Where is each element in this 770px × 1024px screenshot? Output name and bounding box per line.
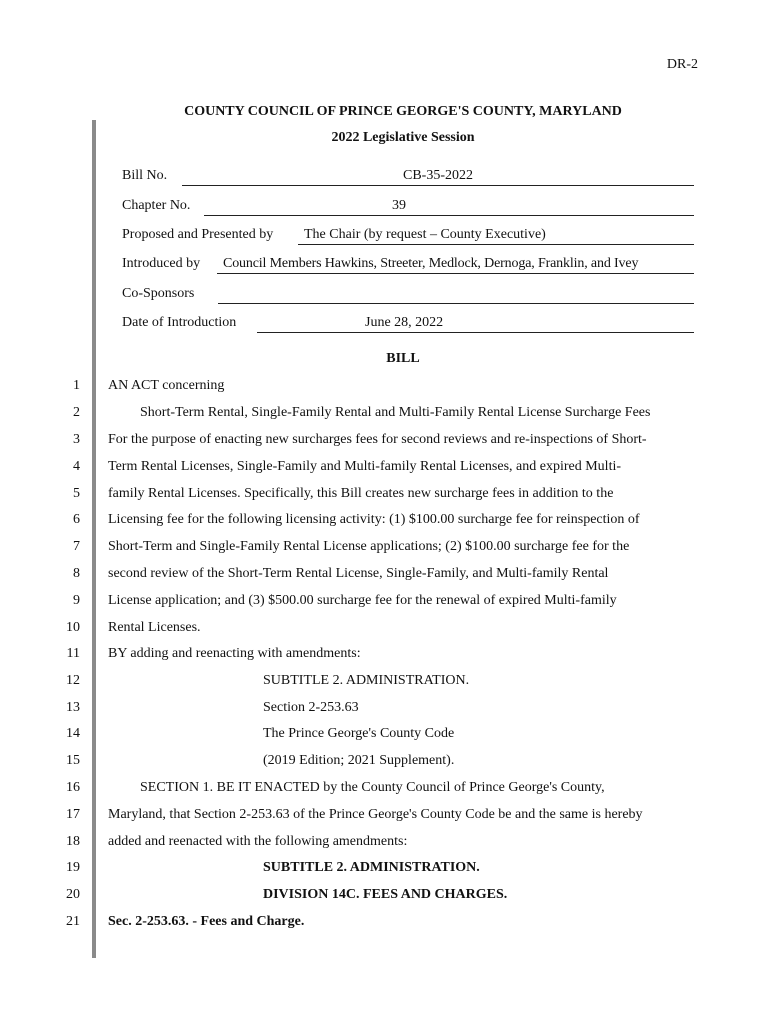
line-number: 5 [73, 486, 80, 501]
line-number: 15 [66, 753, 80, 768]
session-title: 2022 Legislative Session [331, 130, 475, 145]
line-number: 7 [73, 539, 80, 554]
line-number: 20 [66, 887, 80, 902]
line-number: 14 [66, 726, 80, 741]
line-number: 12 [66, 673, 80, 688]
cosponsors-label: Co-Sponsors [122, 286, 195, 301]
line-number: 18 [66, 834, 80, 849]
line-text: Term Rental Licenses, Single-Family and Multi-family Rental Licenses, and expired Multi- [108, 459, 622, 474]
line-text: License application; and (3) $500.00 surcharge fee for the renewal of expired Multi-family [108, 593, 617, 608]
line-number: 8 [73, 566, 80, 581]
bill-heading: BILL [386, 351, 420, 366]
line-text: The Prince George's County Code [263, 726, 455, 741]
line-text: family Rental Licenses. Specifically, this Bill creates new surcharge fees in addition to the [108, 486, 614, 501]
line-number: 3 [73, 432, 80, 447]
line-text: SUBTITLE 2. ADMINISTRATION. [263, 860, 480, 875]
line-number: 17 [66, 807, 80, 822]
bill-no-line [182, 168, 694, 186]
chapter-no-label: Chapter No. [122, 198, 191, 213]
line-text: Short-Term Rental, Single-Family Rental and Multi-Family Rental License Surcharge Fees [140, 405, 651, 420]
document-id: DR-2 [666, 57, 698, 72]
line-text: (2019 Edition; 2021 Supplement). [263, 753, 455, 768]
line-text: DIVISION 14C. FEES AND CHARGES. [263, 887, 508, 902]
line-number: 4 [73, 459, 80, 474]
proposed-label: Proposed and Presented by [122, 227, 274, 242]
line-text: Sec. 2-253.63. - Fees and Charge. [108, 914, 305, 929]
chapter-no-value: 39 [392, 198, 406, 213]
introduced-value: Council Members Hawkins, Streeter, Medlock, Dernoga, Franklin, and Ivey [223, 256, 639, 271]
date-label: Date of Introduction [122, 315, 237, 330]
proposed-value: The Chair (by request – County Executive) [304, 227, 546, 242]
introduced-label: Introduced by [122, 256, 201, 271]
council-title: COUNTY COUNCIL OF PRINCE GEORGE'S COUNTY, MARYLAND [184, 104, 622, 119]
line-text: AN ACT concerning [108, 378, 225, 393]
bill-no-label: Bill No. [122, 168, 168, 183]
date-value: June 28, 2022 [365, 315, 444, 330]
line-number: 2 [73, 405, 80, 420]
proposed-line [298, 227, 694, 245]
line-number: 9 [73, 593, 80, 608]
line-text: SECTION 1. BE IT ENACTED by the County Council of Prince George's County, [140, 780, 605, 795]
line-text: added and reenacted with the following amendments: [108, 834, 408, 849]
line-text: For the purpose of enacting new surcharges fees for second reviews and re-inspections of Short- [108, 432, 647, 447]
cosponsors-line [218, 286, 694, 304]
line-text: Licensing fee for the following licensing activity: (1) $100.00 surcharge fee for reinspection of [108, 512, 640, 527]
line-number: 1 [73, 378, 80, 393]
line-number: 6 [73, 512, 80, 527]
line-number: 19 [66, 860, 80, 875]
line-number: 13 [66, 700, 80, 715]
line-text: SUBTITLE 2. ADMINISTRATION. [263, 673, 470, 688]
line-number: 10 [66, 620, 80, 635]
margin-bar [92, 120, 96, 958]
line-text: Rental Licenses. [108, 620, 201, 635]
line-text: BY adding and reenacting with amendments: [108, 646, 361, 661]
line-text: Short-Term and Single-Family Rental License applications; (2) $100.00 surcharge fee for the [108, 539, 630, 554]
date-line [257, 315, 694, 333]
line-text: Section 2-253.63 [263, 700, 359, 715]
line-text: Maryland, that Section 2-253.63 of the Prince George's County Code be and the same is hereby [108, 807, 643, 822]
line-number: 21 [66, 914, 80, 929]
line-number: 16 [66, 780, 80, 795]
chapter-no-line [204, 198, 694, 216]
introduced-line [217, 256, 694, 274]
line-number: 11 [66, 646, 80, 661]
line-text: second review of the Short-Term Rental License, Single-Family, and Multi-family Rental [108, 566, 609, 581]
bill-no-value: CB-35-2022 [403, 168, 473, 183]
